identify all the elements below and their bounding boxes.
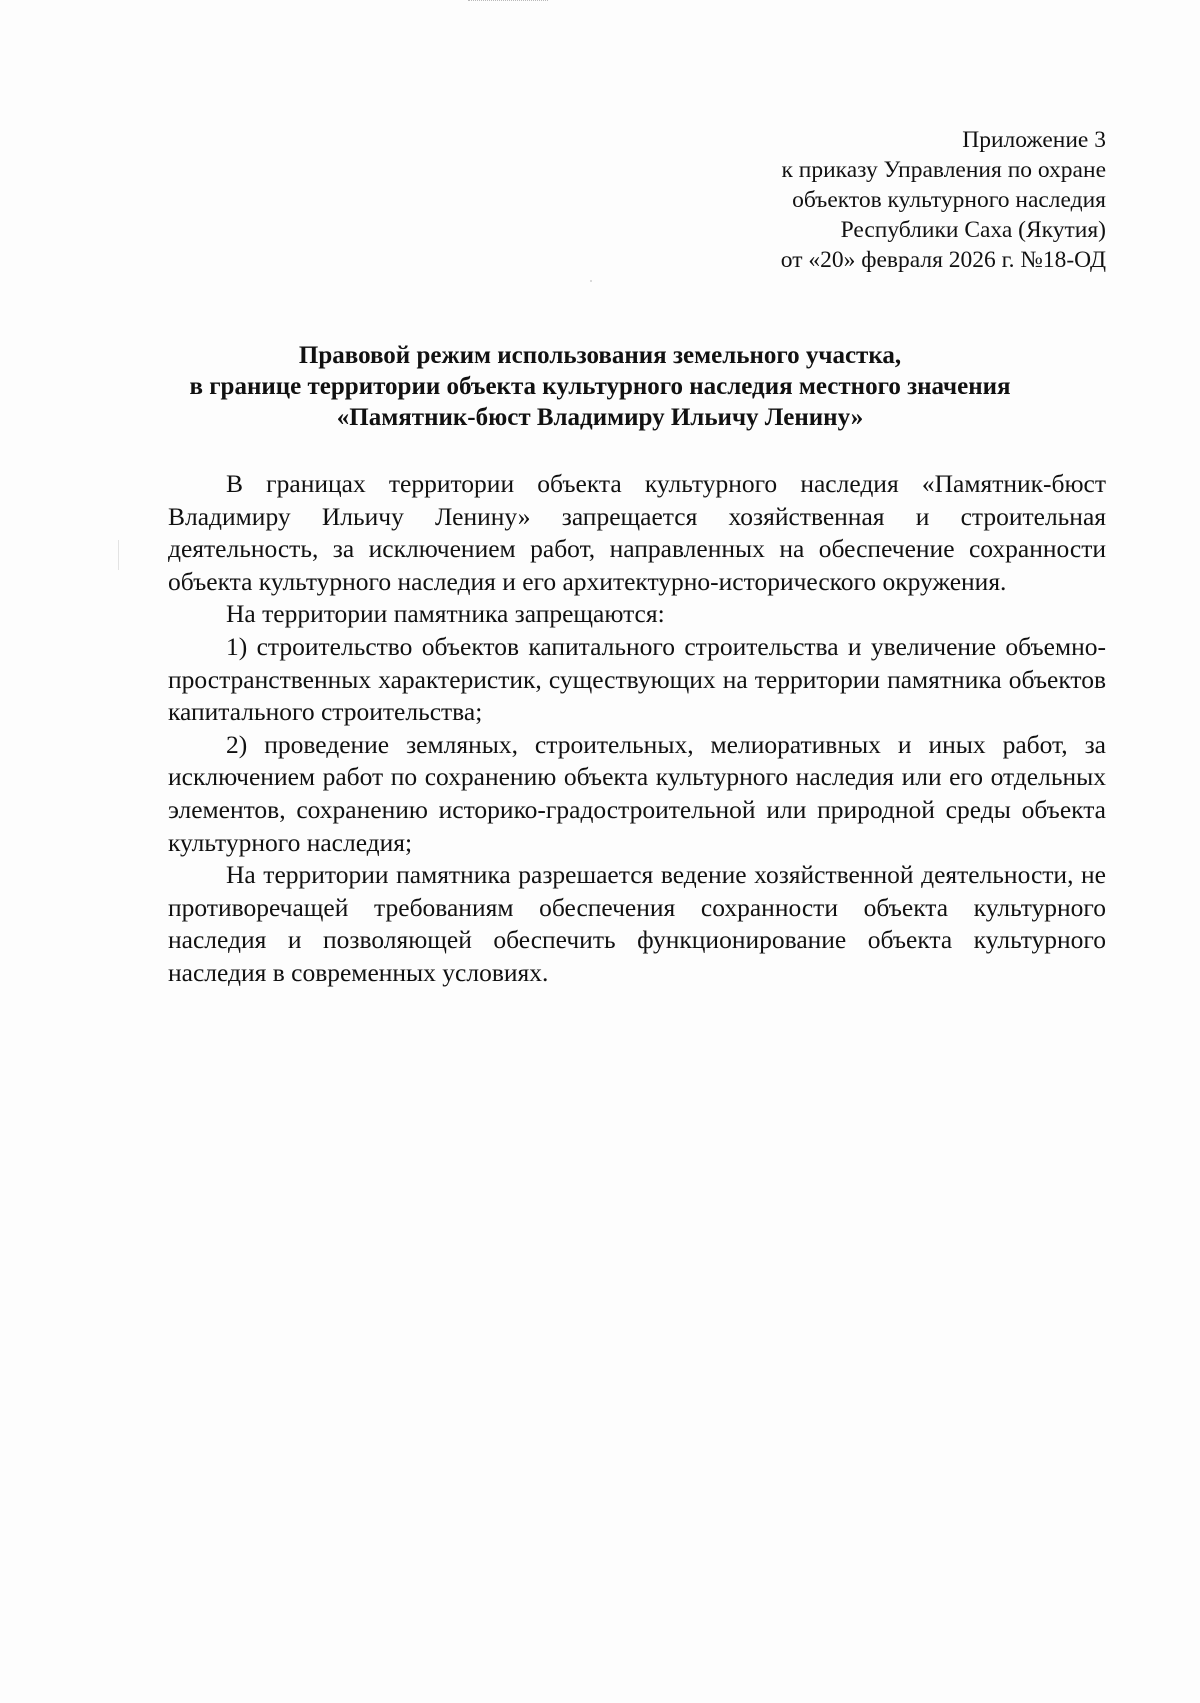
body-paragraph: В границах территории объекта культурного наследия «Памятник-бюст Владимиру Ильичу Ленину» запрещается хозяйственная и строительная деятельность, за исключением работ, направленных на обеспечение сохранности объекта культурного наследия и его архитектурно-исторического окружения. (168, 469, 1106, 596)
scan-artifact (590, 280, 592, 282)
appendix-order-ref: к приказу Управления по охране (781, 157, 1106, 183)
appendix-order-ref: Республики Саха (Якутия) (840, 217, 1106, 243)
list-item: 2) проведение земляных, строительных, мелиоративных и иных работ, за исключением работ по сохранению объекта культурного наследия или его отдельных элементов, сохранению историко-градостроительной или природной среды объекта культурного наследия; (168, 729, 1106, 857)
title-line: Правовой режим использования земельного участка, (298, 342, 902, 369)
list-item: 1) строительство объектов капитального строительства и увеличение объемно-пространственных характеристик, существующих на территории памятника объектов капитального строительства; (168, 631, 1106, 727)
appendix-header (626, 125, 1106, 275)
title-line: в границе территории объекта культурного наследия местного значения (189, 373, 1011, 400)
appendix-order-date: от «20» февраля 2026 г. №18-ОД (780, 247, 1106, 273)
scan-artifact (468, 0, 548, 5)
appendix-order-ref: объектов культурного наследия (792, 187, 1106, 213)
document-body (168, 468, 1106, 990)
body-paragraph: На территории памятника разрешается ведение хозяйственной деятельности, не противоречащей требованиям обеспечения сохранности объекта культурного наследия и позволяющей обеспечить функционирование объекта культурного наследия в современных условиях. (168, 860, 1106, 987)
title-line: «Памятник-бюст Владимиру Ильичу Ленину» (336, 404, 864, 431)
scan-artifact (118, 540, 119, 570)
document-title (150, 340, 1050, 433)
appendix-number: Приложение 3 (962, 127, 1106, 153)
body-paragraph: На территории памятника запрещаются: (226, 599, 665, 629)
